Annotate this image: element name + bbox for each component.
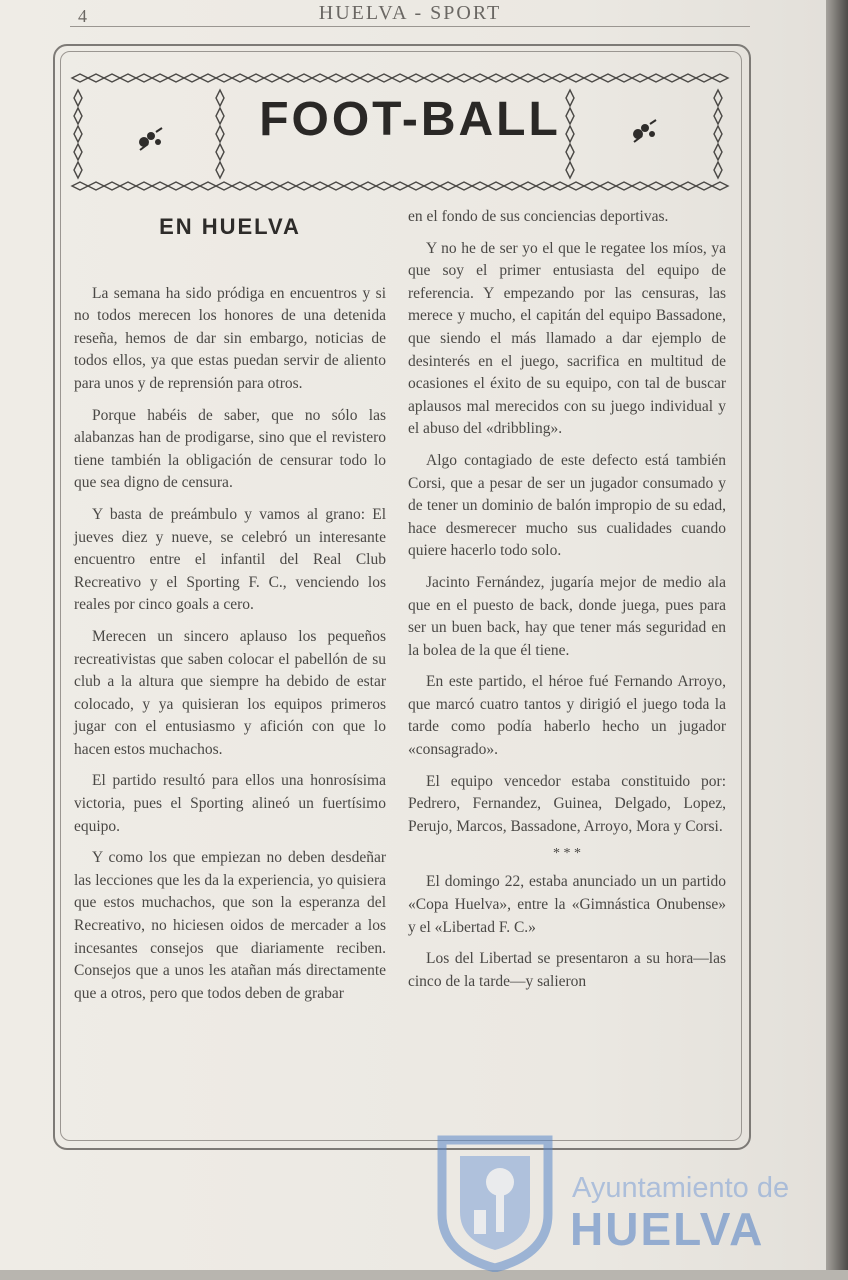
watermark: [430, 1122, 790, 1272]
paragraph: Y como los que empiezan no deben desdeñar las lecciones que les da la experiencia, yo quisiera que estos muchachos, que son la esperanza del Recreativo, no hiciesen oidos de mercader a los incesantes consejos que diariamente reciben. Consejos que a unos les atañan más directamente que a otros, pero que todos deben de grabar: [74, 849, 386, 1002]
watermark-line2: HUELVA: [570, 1203, 765, 1255]
paragraph: El domingo 22, estaba anunciado un un partido «Copa Huelva», entre la «Gimnástica Onubense» y el «Libertad F. C.»: [408, 873, 726, 936]
city-crest-icon: [430, 1122, 560, 1272]
paragraph: Algo contagiado de este defecto está también Corsi, que a pesar de ser un jugador consumado y de tener un dominio de balón impropio de su edad, hace desmerecer mucho sus cualidades cuando quiere hacerlo todo solo.: [408, 451, 726, 560]
page-edge: [826, 0, 848, 1280]
paragraph: El partido resultó para ellos una honrosísima victoria, pues el Sporting alineó un fuertísimo equipo.: [74, 772, 386, 835]
flower-ornament-icon: [136, 126, 166, 152]
header-rule: [70, 26, 750, 27]
paragraph: El equipo vencedor estaba constituido por: Pedrero, Fernandez, Guinea, Delgado, Lopez, Perujo, Marcos, Bassadone, Arroyo, Mora y Corsi.: [408, 772, 726, 835]
page-header: [0, 0, 826, 40]
flower-ornament-icon: [630, 118, 660, 144]
paragraph: Jacinto Fernández, jugaría mejor de medio ala que en el puesto de back, donde juega, pues para ser un buen back, hay que tener más seguridad en la bolea de la que él tiene.: [408, 573, 726, 659]
paragraph: Merecen un sincero aplauso los pequeños recreativistas que saben colocar el pabellón de su club a la altura que siempre ha debido de estar colocado, y ya quisieran los equipos primeros jugar con el entusiasmo y afición con que lo hacen estos muchachos.: [74, 627, 386, 758]
paragraph: Y no he de ser yo el que le regatee los míos, ya que soy el primer entusiasta del equipo de referencia. Y empezando por las censuras, las merece y mucho, el capitán del equipo Bassadone, que siendo el más llamado a dar ejemplo de desinterés en el juego, sacrifica en multitud de ocasiones el éxito de su equipo, con tal de buscar aplausos mal merecidos con su juego individual y el abuso del «dribbling».: [408, 239, 726, 438]
paragraph: Los del Libertad se presentaron a su hora—las cinco de la tarde—y salieron: [408, 950, 726, 990]
running-title: HUELVA - SPORT: [318, 2, 502, 24]
article-column-right: [408, 206, 726, 1002]
paragraph-continuation: en el fondo de sus conciencias deportivas.: [408, 208, 669, 225]
page-number: 4: [78, 6, 87, 26]
article-heading: EN HUELVA: [159, 214, 301, 239]
section-title: FOOT-BALL: [259, 93, 561, 146]
watermark-line1: Ayuntamiento de: [572, 1172, 790, 1204]
article-column-left: [74, 206, 386, 1014]
paragraph: La semana ha sido pródiga en encuentros y si no todos merecen los honores de una detenida reseña, hemos de dar sin embargo, noticias de todos ellos, ya que estas puedan servir de aliento para unos y de reprensión para otros.: [74, 284, 386, 392]
paragraph: Y basta de preámbulo y vamos al grano: El jueves diez y nueve, se celebró un interesante encuentro entre el infantil del Real Club Recreativo y el Sporting F. C., venciendo los reales por cinco goals a cero.: [74, 505, 386, 614]
asterism-divider: * * *: [553, 846, 581, 862]
paragraph: Porque habéis de saber, que no sólo las alabanzas han de prodigarse, sino que el revistero tiene también la obligación de censurar todo lo que sea digno de censura.: [74, 406, 386, 492]
paragraph: En este partido, el héroe fué Fernando Arroyo, que marcó cuatro tantos y dirigió el juego toda la tarde como podía haberlo hecho un jugador «consagrado».: [408, 673, 726, 759]
